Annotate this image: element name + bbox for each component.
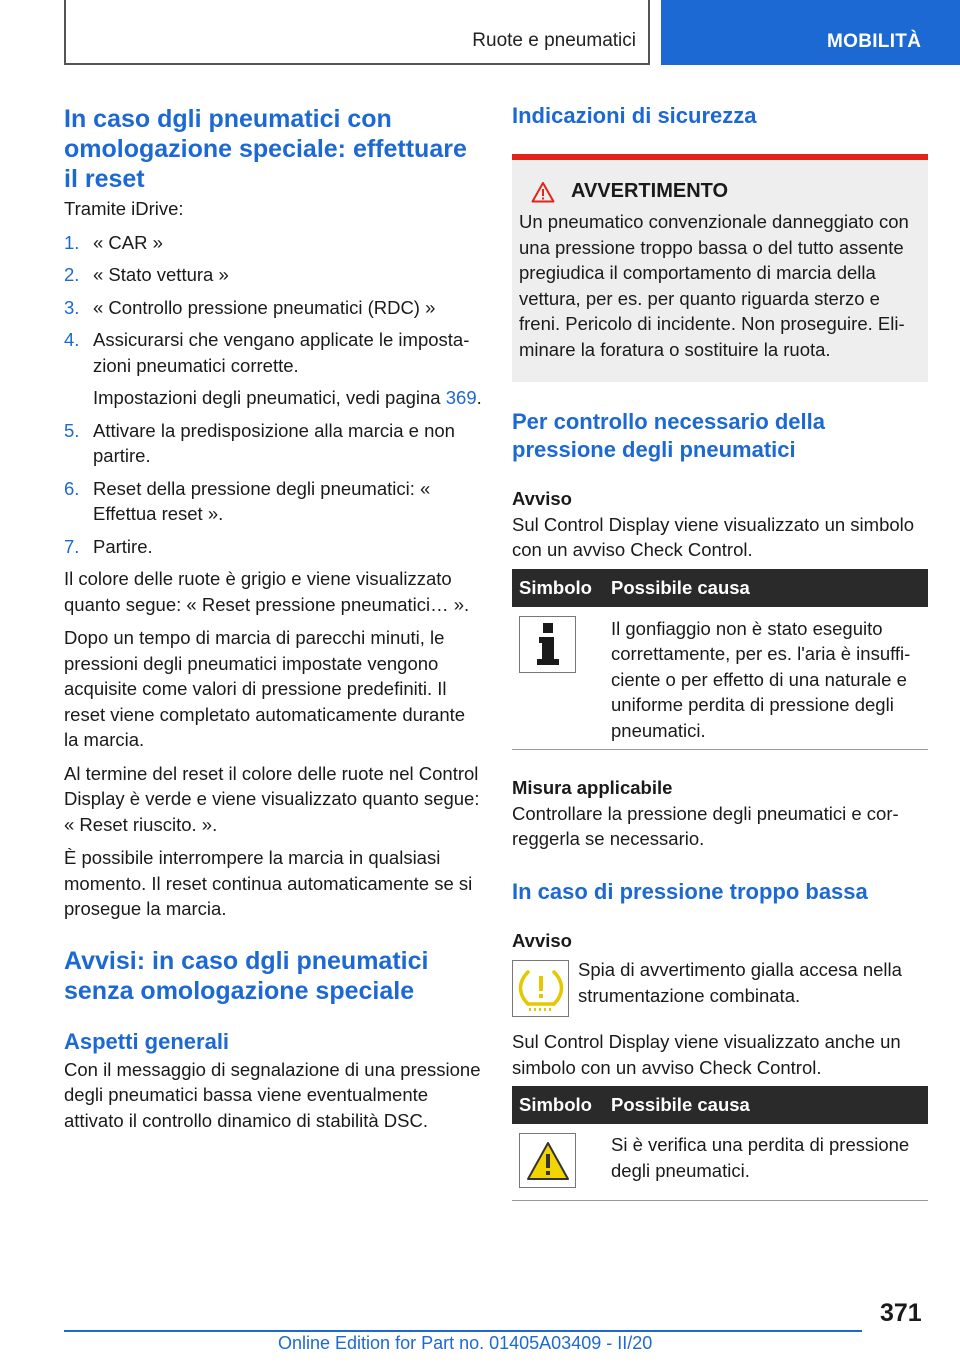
- measure-label: Misura applicabile: [512, 777, 673, 798]
- safety-heading: Indicazioni di sicurezza: [512, 103, 757, 128]
- measure-text: Controllare la pressione degli pneumatici e correggerla se necessario.: [512, 802, 899, 849]
- table-row: [512, 607, 928, 750]
- list-item: 5. Attivare la predisposizione alla marcia e non partire.: [64, 419, 455, 466]
- paragraph: Il colore delle ruote è grigio e viene visualizzato quanto segue: « Reset pressione pneumatici… ».: [64, 568, 470, 615]
- column-header-cause: Possibile causa: [604, 1086, 928, 1124]
- warning-title: [519, 180, 922, 203]
- warnings-heading: Avvisi: in caso dgli pneumatici senza omologazione speciale: [64, 946, 429, 1005]
- warning-box: [512, 154, 928, 382]
- list-item: 2. « Stato vettura »: [64, 264, 229, 285]
- notice-text: Sul Control Display viene visualizzato anche un simbolo con un avviso Check Control.: [512, 1031, 901, 1078]
- footer-divider: [64, 1330, 862, 1332]
- list-item: 4. Assicurarsi che vengano applicate le impostazioni pneumatici corrette. Impostazioni degli pneumatici, vedi pagina 369.: [64, 327, 484, 411]
- lamp-text: Spia di avvertimento gialla accesa nella strumentazione combinata.: [578, 959, 902, 1006]
- list-item: 3. « Controllo pressione pneumatici (RDC) »: [64, 296, 436, 318]
- reset-intro: Tramite iDrive:: [64, 198, 184, 219]
- column-header-symbol: Simbolo: [512, 569, 604, 607]
- reset-heading: In caso dgli pneumatici con omologazione speciale: effettuare il reset: [64, 105, 467, 193]
- cause-text: Il gonfiaggio non è stato eseguito correttamente, per es. l'aria è insufficiente o per effetto di una naturale e uniforme perdita di pressione degli pneumatici.: [604, 607, 928, 750]
- cause-table: [512, 1086, 928, 1201]
- warning-triangle-icon: [531, 181, 555, 203]
- warning-text: Un pneumatico convenzionale danneggiato con una pressione troppo bassa o del tutto assente pregiudica il comportamento di marcia della vettura, per es. per quanto riguarda sterzo e freni. Pericolo di incidente. Non proseguire. Eliminare la foratura o sostituire la ruota.: [519, 211, 909, 360]
- list-item: 1. « CAR »: [64, 231, 163, 253]
- left-column: [64, 104, 484, 1133]
- header-section-box: [64, 0, 650, 65]
- check-heading: Per controllo necessario della pressione degli pneumatici: [512, 409, 826, 462]
- low-pressure-heading: In caso di pressione troppo bassa: [512, 878, 868, 904]
- yellow-warning-triangle-icon: [519, 1133, 576, 1188]
- general-heading: Aspetti generali: [64, 1028, 230, 1054]
- list-item: 7. Partire.: [64, 535, 153, 557]
- paragraph: È possibile interrompere la marcia in qualsiasi momento. Il reset continua automaticamente se si prosegue la marcia.: [64, 847, 473, 919]
- column-header-cause: Possibile causa: [604, 569, 928, 607]
- warning-label: AVVERTIMENTO: [571, 180, 729, 202]
- notice-label: Avviso: [512, 929, 572, 951]
- cause-text: Si è verifica una perdita di pressione degli pneumatici.: [604, 1124, 928, 1201]
- notice-label: Avviso: [512, 488, 572, 509]
- column-header-symbol: Simbolo: [512, 1086, 604, 1124]
- paragraph: Dopo un tempo di marcia di parecchi minuti, le pressioni degli pneumatici impostate vengono acquisite come valori di pressione predefiniti. Il reset viene completato automaticamente durante la marcia.: [64, 627, 466, 750]
- right-column: [512, 102, 928, 1201]
- chapter-title: MOBILITÀ: [827, 31, 922, 52]
- paragraph: Al termine del reset il colore delle ruote nel Control Display è verde e viene visualizzato quanto segue: « Reset riuscito. ».: [64, 762, 480, 835]
- list-item: 6. Reset della pressione degli pneumatici: « Effettua reset ».: [64, 477, 431, 524]
- page-link[interactable]: 369: [445, 387, 477, 408]
- edition-footer: Online Edition for Part no. 01405A03409 - II/20: [278, 1333, 653, 1353]
- cross-reference: Impostazioni degli pneumatici, vedi pagina 369.: [93, 387, 482, 408]
- general-text: Con il messaggio di segnalazione di una pressione degli pneumatici bassa viene eventualmente attivato il controllo dinamico di stabilità DSC.: [64, 1058, 481, 1131]
- lamp-row: [512, 957, 928, 1017]
- info-icon: [519, 616, 576, 673]
- header-chapter-tab: [661, 0, 960, 65]
- page-number: 371: [880, 1299, 922, 1327]
- table-row: [512, 1124, 928, 1201]
- cause-table: [512, 569, 928, 751]
- tire-pressure-warning-icon: [512, 960, 569, 1017]
- notice-text: Sul Control Display viene visualizzato un simbolo con un avviso Check Control.: [512, 513, 915, 560]
- reset-steps-list: [64, 230, 484, 560]
- section-title: Ruote e pneumatici: [472, 30, 636, 51]
